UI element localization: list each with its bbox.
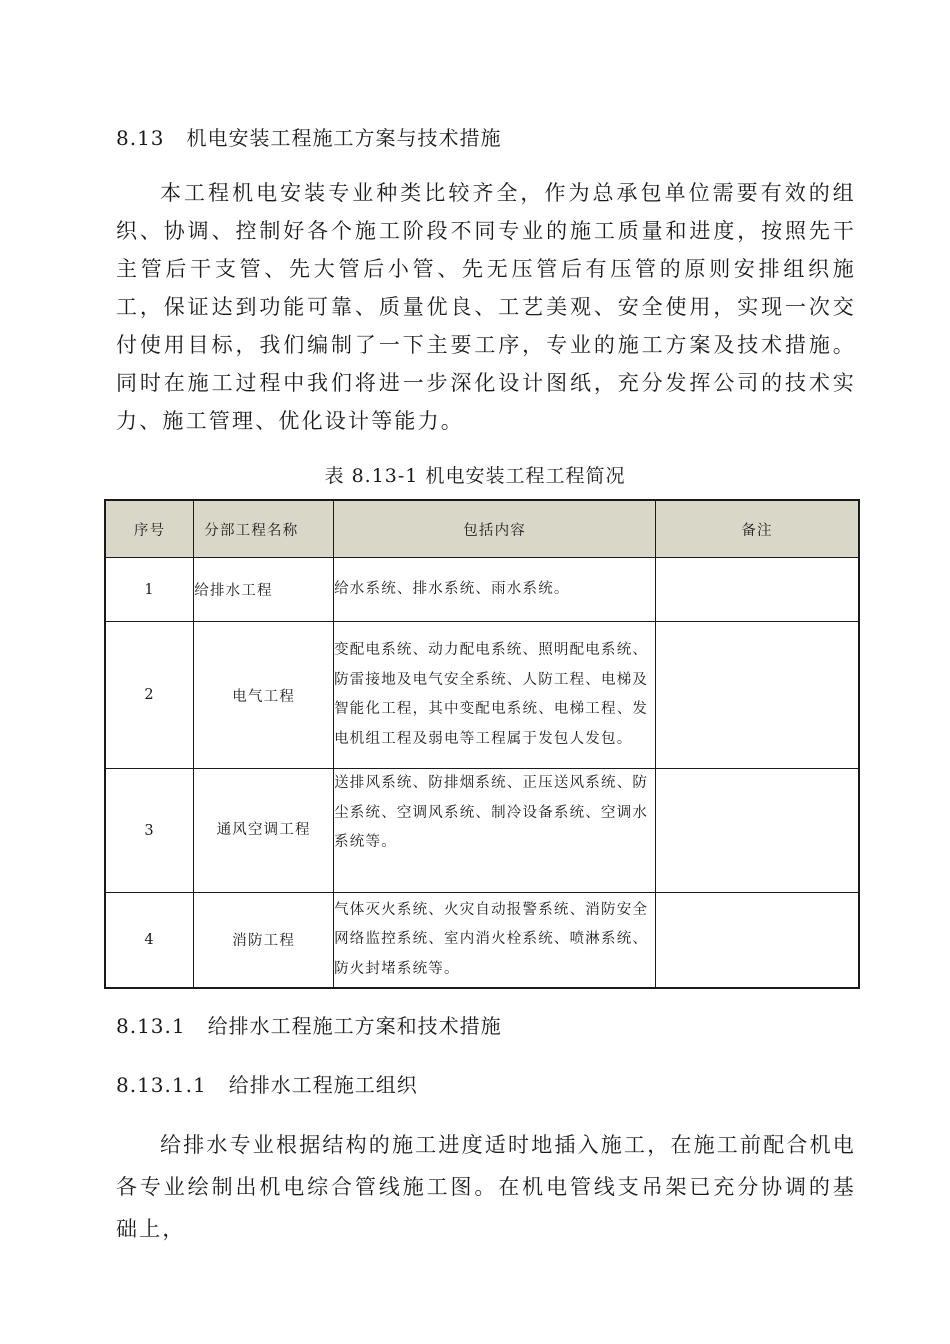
row-content: 给水系统、排水系统、雨水系统。: [334, 558, 656, 622]
section-heading: [116, 124, 502, 152]
table-row: [105, 769, 859, 893]
section-number: 8.13: [116, 126, 165, 150]
row-name-cell: [194, 769, 334, 893]
row-name: 电气工程: [194, 622, 334, 769]
subsubsection-heading: [116, 1071, 418, 1099]
table-row: [105, 893, 859, 988]
overview-table: [104, 499, 860, 989]
header-name: 分部工程名称: [194, 500, 334, 558]
row-remark: [656, 769, 859, 893]
table-caption: 表 8.13-1 机电安装工程工程简况: [324, 465, 626, 487]
table-header-row: [105, 500, 859, 558]
row-content: 送排风系统、防排烟系统、正压送风系统、防尘系统、空调风系统、制冷设备系统、空调水系统等。: [334, 769, 656, 893]
subsection-heading: [116, 1012, 502, 1040]
row-index: 2: [105, 622, 194, 769]
header-remark: 备注: [656, 500, 859, 558]
table-row: [105, 622, 859, 769]
header-index: 序号: [105, 500, 194, 558]
subsection-title: 给排水工程施工方案和技术措施: [207, 1014, 502, 1038]
intro-paragraph: 本工程机电安装专业种类比较齐全，作为总承包单位需要有效的组织、协调、控制好各个施工阶段不同专业的施工质量和进度，按照先干主管后干支管、先大管后小管、先无压管后有压管的原则安排组织施工，保证达到功能可靠、质量优良、工艺美观、安全使用，实现一次交付使用目标，我们编制了一下主要工序，专业的施工方案及技术措施。同时在施工过程中我们将进一步深化设计图纸，充分发挥公司的技术实力、施工管理、优化设计等能力。: [116, 181, 856, 433]
row-index: 3: [105, 769, 194, 893]
subsubsection-number: 8.13.1.1: [116, 1073, 207, 1097]
body-paragraph: 给排水专业根据结构的施工进度适时地插入施工，在施工前配合机电各专业绘制出机电综合管线施工图。在机电管线支吊架已充分协调的基础上，: [116, 1133, 856, 1241]
row-name: 给排水工程: [194, 558, 334, 622]
table-row: [105, 558, 859, 622]
subsection-number: 8.13.1: [116, 1014, 186, 1038]
row-name: 通风空调工程: [216, 822, 311, 838]
row-name: 消防工程: [194, 893, 334, 988]
row-remark: [656, 622, 859, 769]
row-index: 1: [105, 558, 194, 622]
section-title: 机电安装工程施工方案与技术措施: [186, 126, 502, 150]
row-remark: [656, 893, 859, 988]
row-content: 变配电系统、动力配电系统、照明配电系统、防雷接地及电气安全系统、人防工程、电梯及智能化工程，其中变配电系统、电梯工程、发电机组工程及弱电等工程属于发包人发包。: [334, 622, 656, 769]
header-content: 包括内容: [334, 500, 656, 558]
subsubsection-title: 给排水工程施工组织: [228, 1073, 418, 1097]
row-content: 气体灭火系统、火灾自动报警系统、消防安全网络监控系统、室内消火栓系统、喷淋系统、防火封堵系统等。: [334, 893, 656, 988]
row-index: 4: [105, 893, 194, 988]
row-remark: [656, 558, 859, 622]
